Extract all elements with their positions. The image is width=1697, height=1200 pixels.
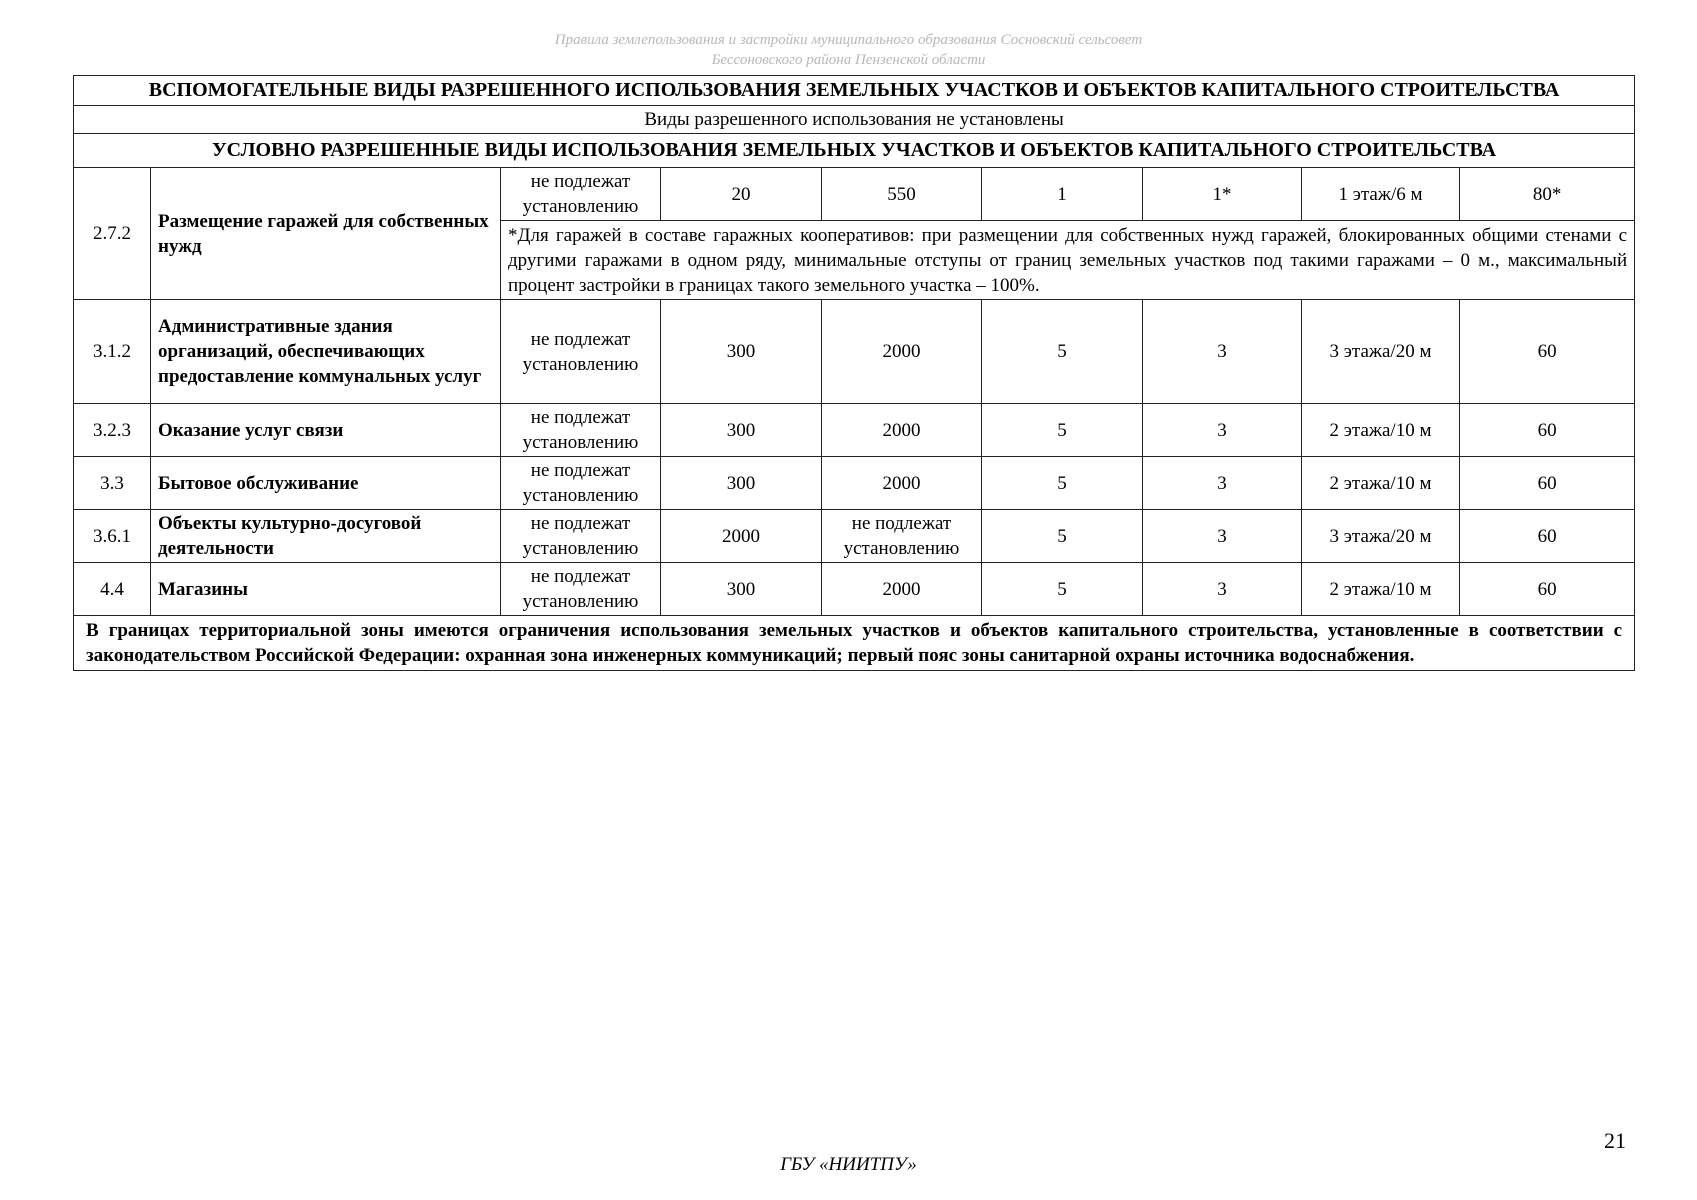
row-cell-2: 300 bbox=[661, 563, 822, 616]
row-cell-3: 2000 bbox=[822, 404, 982, 457]
row-cell-7: 60 bbox=[1460, 457, 1635, 510]
row-name: Административные здания организаций, обеспечивающих предоставление коммунальных услуг bbox=[151, 300, 501, 404]
row-cell-7: 60 bbox=[1460, 510, 1635, 563]
row-cell-2: 2000 bbox=[661, 510, 822, 563]
table-row bbox=[74, 510, 1635, 563]
row-name: Размещение гаражей для собственных нужд bbox=[151, 168, 501, 300]
row-cell-1: не подлежат установлению bbox=[501, 563, 661, 616]
zoning-table bbox=[73, 75, 1635, 671]
row-cell-6: 1 этаж/6 м bbox=[1302, 168, 1460, 221]
row-code: 2.7.2 bbox=[74, 168, 151, 300]
row-cell-5: 3 bbox=[1143, 404, 1302, 457]
row-cell-6: 2 этажа/10 м bbox=[1302, 457, 1460, 510]
table-row bbox=[74, 168, 1635, 221]
row-cell-1: не подлежат установлению bbox=[501, 300, 661, 404]
row-cell-2: 300 bbox=[661, 300, 822, 404]
conditional-title-row bbox=[74, 134, 1635, 168]
row-name: Магазины bbox=[151, 563, 501, 616]
row-cell-5: 3 bbox=[1143, 457, 1302, 510]
zone-restrictions-note: В границах территориальной зоны имеются ограничения использования земельных участков и объектов капитального строительства, установленные в соответствии с законодательством Российской Федерации: охранная зона инженерных коммуникаций; первый пояс зоны санитарной охраны источника водоснабжения. bbox=[74, 616, 1635, 671]
row-code: 3.1.2 bbox=[74, 300, 151, 404]
row-cell-7: 60 bbox=[1460, 404, 1635, 457]
running-header-line-1: Правила землепользования и застройки муниципального образования Сосновский сельсовет bbox=[554, 32, 1143, 48]
row-cell-6: 2 этажа/10 м bbox=[1302, 563, 1460, 616]
row-code: 4.4 bbox=[74, 563, 151, 616]
row-code: 3.6.1 bbox=[74, 510, 151, 563]
row-cell-5: 3 bbox=[1143, 510, 1302, 563]
auxiliary-note-row bbox=[74, 106, 1635, 134]
page-number: 21 bbox=[1604, 1128, 1626, 1153]
restrictions-row bbox=[74, 616, 1635, 671]
row-cell-3: 550 bbox=[822, 168, 982, 221]
row-cell-1: не подлежат установлению bbox=[501, 457, 661, 510]
auxiliary-section-title: ВСПОМОГАТЕЛЬНЫЕ ВИДЫ РАЗРЕШЕННОГО ИСПОЛЬЗОВАНИЯ ЗЕМЕЛЬНЫХ УЧАСТКОВ И ОБЪЕКТОВ КАПИТАЛЬНОГО СТРОИТЕЛЬСТВА bbox=[74, 76, 1635, 106]
row-code: 3.3 bbox=[74, 457, 151, 510]
table-row bbox=[74, 457, 1635, 510]
zoning-table-wrapper bbox=[73, 75, 1634, 671]
row-cell-7: 80* bbox=[1460, 168, 1635, 221]
row-cell-1: не подлежат установлению bbox=[501, 510, 661, 563]
row-cell-3: 2000 bbox=[822, 300, 982, 404]
row-cell-4: 1 bbox=[982, 168, 1143, 221]
table-row bbox=[74, 300, 1635, 404]
row-cell-2: 300 bbox=[661, 404, 822, 457]
table-row bbox=[74, 563, 1635, 616]
row-cell-4: 5 bbox=[982, 300, 1143, 404]
row-cell-3: 2000 bbox=[822, 457, 982, 510]
row-cell-2: 300 bbox=[661, 457, 822, 510]
garage-footnote: *Для гаражей в составе гаражных кооперативов: при размещении для собственных нужд гаражей, блокированных общими стенами с другими гаражами в одном ряду, минимальные отступы от границ земельных участков под такими гаражами – 0 м., максимальный процент застройки в границах такого земельного участка – 100%. bbox=[501, 221, 1635, 300]
running-header-line-2: Бессоновского района Пензенской области bbox=[711, 52, 986, 68]
row-cell-1: не подлежат установлению bbox=[501, 404, 661, 457]
row-cell-3: не подлежат установлению bbox=[822, 510, 982, 563]
row-cell-7: 60 bbox=[1460, 563, 1635, 616]
conditional-section-title: УСЛОВНО РАЗРЕШЕННЫЕ ВИДЫ ИСПОЛЬЗОВАНИЯ ЗЕМЕЛЬНЫХ УЧАСТКОВ И ОБЪЕКТОВ КАПИТАЛЬНОГО СТРОИТЕЛЬСТВА bbox=[74, 134, 1635, 168]
row-name: Оказание услуг связи bbox=[151, 404, 501, 457]
auxiliary-title-row bbox=[74, 76, 1635, 106]
running-header bbox=[0, 30, 1697, 70]
row-cell-2: 20 bbox=[661, 168, 822, 221]
row-cell-7: 60 bbox=[1460, 300, 1635, 404]
row-cell-6: 3 этажа/20 м bbox=[1302, 300, 1460, 404]
row-cell-5: 1* bbox=[1143, 168, 1302, 221]
footer-organization: ГБУ «НИИТПУ» bbox=[780, 1154, 917, 1175]
table-row bbox=[74, 404, 1635, 457]
row-cell-1: не подлежат установлению bbox=[501, 168, 661, 221]
row-cell-4: 5 bbox=[982, 563, 1143, 616]
row-cell-5: 3 bbox=[1143, 300, 1302, 404]
row-cell-6: 3 этажа/20 м bbox=[1302, 510, 1460, 563]
row-cell-6: 2 этажа/10 м bbox=[1302, 404, 1460, 457]
row-cell-4: 5 bbox=[982, 404, 1143, 457]
row-code: 3.2.3 bbox=[74, 404, 151, 457]
auxiliary-section-note: Виды разрешенного использования не установлены bbox=[74, 106, 1635, 134]
row-name: Бытовое обслуживание bbox=[151, 457, 501, 510]
row-cell-4: 5 bbox=[982, 510, 1143, 563]
row-name: Объекты культурно-досуговой деятельности bbox=[151, 510, 501, 563]
row-cell-3: 2000 bbox=[822, 563, 982, 616]
row-cell-4: 5 bbox=[982, 457, 1143, 510]
row-cell-5: 3 bbox=[1143, 563, 1302, 616]
